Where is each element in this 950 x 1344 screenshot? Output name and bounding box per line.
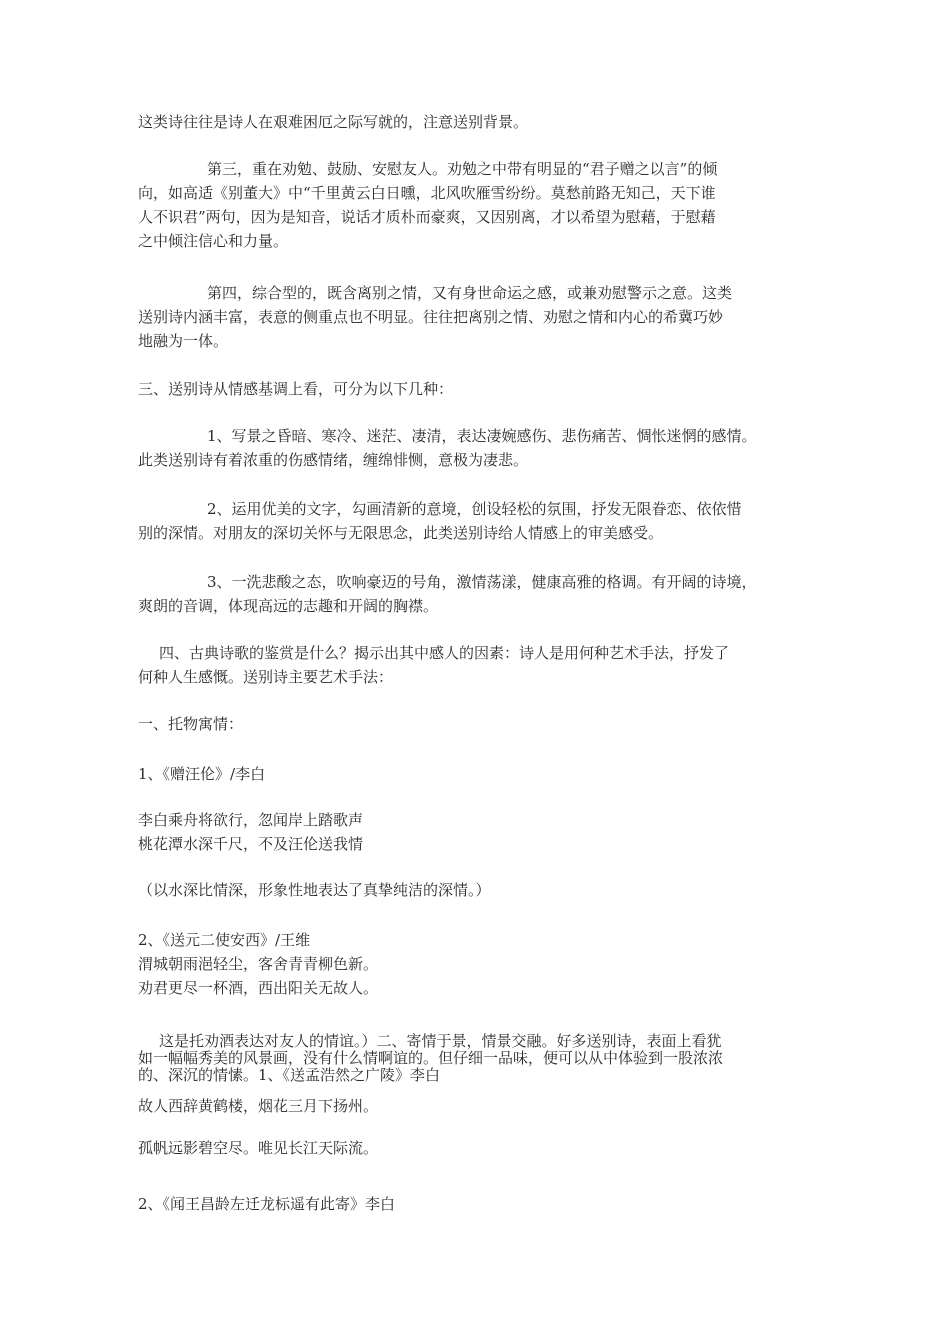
- text-line: 这是托劝酒表达对友人的情谊。）二、寄情于景，情景交融。好多送别诗，表面上看犹: [159, 1032, 722, 1050]
- text-line: 何种人生感慨。送别诗主要艺术手法：: [138, 668, 394, 686]
- text-line: 一、托物寓情：: [138, 715, 244, 733]
- subheading-technique-1: [138, 712, 830, 736]
- poem-annotation: [138, 878, 830, 902]
- paragraph-scene-emotion: [138, 1033, 830, 1084]
- text-line: 1、写景之昏暗、寒冷、迷茫、凄清，表达凄婉感伤、悲伤痛苦、惆怅迷惘的感情。: [207, 427, 757, 445]
- text-line: 此类送别诗有着浓重的伤感情绪，缠绵悱恻，意极为凄悲。: [138, 451, 529, 469]
- paragraph-farewell-background: [138, 110, 830, 134]
- poem-title-wang-changling: [138, 1192, 830, 1216]
- text-line: 人不识君”两句，因为是知音，说话才质朴而豪爽，又因别离，才以希望为慰藉，于慰藉: [138, 208, 716, 226]
- text-line: 第三，重在劝勉、鼓励、安慰友人。劝勉之中带有明显的“君子赠之以言”的倾: [207, 160, 718, 178]
- text-line: 三、送别诗从情感基调上看，可分为以下几种：: [138, 380, 454, 398]
- text-line: 向，如高适《别董大》中“千里黄云白日曛，北风吹雁雪纷纷。莫愁前路无知己，天下谁: [138, 184, 716, 202]
- text-line: 桃花潭水深千尺，不及汪伦送我情: [138, 835, 364, 853]
- text-line: 3、一洗悲酸之态，吹响豪迈的号角，激情荡漾，健康高雅的格调。有开阔的诗境，: [207, 573, 757, 591]
- text-line: 别的深情。对朋友的深切关怀与无限思念，此类送别诗给人情感上的审美感受。: [138, 524, 664, 542]
- poem-title-zeng-wang-lun: [138, 762, 830, 786]
- text-line: 这类诗往往是诗人在艰难困厄之际写就的，注意送别背景。: [138, 113, 529, 131]
- text-line: 渭城朝雨浥轻尘，客舍青青柳色新。: [138, 955, 379, 973]
- text-line: 地融为一体。: [138, 332, 229, 350]
- text-line: 2、运用优美的文字，勾画清新的意境，创设轻松的氛围，抒发无限眷恋、依依惜: [207, 500, 742, 518]
- poem-line: [138, 1094, 830, 1118]
- paragraph-tone-2: [138, 497, 830, 545]
- text-line: 李白乘舟将欲行，忽闻岸上踏歌声: [138, 811, 364, 829]
- text-line: （以水深比情深，形象性地表达了真挚纯洁的深情。）: [138, 881, 491, 899]
- paragraph-tone-3: [138, 570, 830, 618]
- paragraph-third-type: [138, 157, 830, 253]
- text-line: 第四，综合型的，既含离别之情，又有身世命运之感，或兼劝慰警示之意。这类: [207, 284, 733, 302]
- text-line: 1、《赠汪伦》/李白: [138, 765, 266, 783]
- paragraph-fourth-type: [138, 281, 830, 353]
- poem-line: [138, 1136, 830, 1160]
- text-line: 四、古典诗歌的鉴赏是什么？揭示出其中感人的因素：诗人是用何种艺术手法，抒发了: [159, 644, 730, 662]
- text-line: 孤帆远影碧空尽。唯见长江天际流。: [138, 1139, 379, 1157]
- text-line: 的、深沉的情愫。1、《送孟浩然之广陵》李白: [138, 1066, 441, 1084]
- section-heading-emotional-tone: [138, 377, 830, 401]
- poem-song-yuan-er: [138, 928, 830, 1000]
- poem-body-zeng-wang-lun: [138, 808, 830, 856]
- text-line: 故人西辞黄鹤楼，烟花三月下扬州。: [138, 1097, 379, 1115]
- text-line: 爽朗的音调，体现高远的志趣和开阔的胸襟。: [138, 597, 439, 615]
- text-line: 送别诗内涵丰富，表意的侧重点也不明显。往往把离别之情、劝慰之情和内心的希冀巧妙: [138, 308, 724, 326]
- text-line: 2、《闻王昌龄左迁龙标遥有此寄》李白: [138, 1195, 396, 1213]
- text-line: 2、《送元二使安西》/王维: [138, 931, 311, 949]
- text-line: 劝君更尽一杯酒，西出阳关无故人。: [138, 979, 379, 997]
- text-line: 之中倾注信心和力量。: [138, 232, 289, 250]
- paragraph-tone-1: [138, 424, 830, 472]
- text-line: 如一幅幅秀美的风景画，没有什么情啊谊的。但仔细一品味，便可以从中体验到一股浓浓: [138, 1049, 724, 1067]
- section-heading-appreciation: [138, 641, 830, 689]
